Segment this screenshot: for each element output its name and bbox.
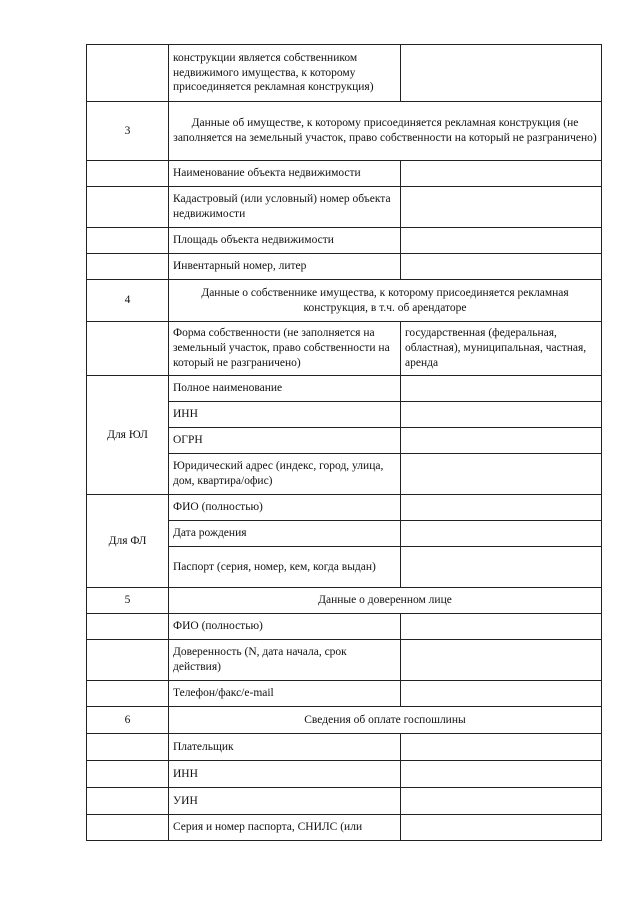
field-label: Юридический адрес (индекс, город, улица, дом, квартира/офис) (169, 454, 401, 495)
field-label: ОГРН (169, 428, 401, 454)
owner-group-label: Для ЮЛ (87, 376, 169, 495)
row-number-cell (87, 815, 169, 841)
row-number-cell (87, 254, 169, 280)
field-row (87, 681, 602, 707)
field-value-cell[interactable] (401, 495, 602, 521)
section-row (87, 280, 602, 322)
section-heading: Данные о доверенном лице (169, 588, 602, 614)
field-label: УИН (169, 788, 401, 815)
field-row (87, 788, 602, 815)
field-row (87, 161, 602, 187)
row-number-cell (87, 734, 169, 761)
field-label: Плательщик (169, 734, 401, 761)
field-label: ФИО (полностью) (169, 614, 401, 640)
row-number-cell (87, 761, 169, 788)
group-field-row (87, 495, 602, 521)
field-label: Наименование объекта недвижимости (169, 161, 401, 187)
field-value-cell[interactable] (401, 521, 602, 547)
field-value-cell[interactable] (401, 161, 602, 187)
field-value-cell[interactable] (401, 428, 602, 454)
field-label: Полное наименование (169, 376, 401, 402)
row-number-cell (87, 187, 169, 228)
field-label: Форма собственности (не заполняется на земельный участок, право собственности на который не разграничено) (169, 322, 401, 376)
field-value-cell[interactable] (401, 614, 602, 640)
field-value-cell[interactable] (401, 761, 602, 788)
field-label: Дата рождения (169, 521, 401, 547)
section-heading: Сведения об оплате госпошлины (169, 707, 602, 734)
row-number-cell (87, 45, 169, 102)
row-number-cell (87, 640, 169, 681)
field-value-cell[interactable] (401, 788, 602, 815)
field-value-cell[interactable] (401, 640, 602, 681)
field-label: Доверенность (N, дата начала, срок действия) (169, 640, 401, 681)
field-row (87, 187, 602, 228)
row-number-cell (87, 161, 169, 187)
field-label: Площадь объекта недвижимости (169, 228, 401, 254)
row-number-cell (87, 681, 169, 707)
field-label: Паспорт (серия, номер, кем, когда выдан) (169, 547, 401, 588)
section-row (87, 707, 602, 734)
section-number: 3 (87, 102, 169, 161)
field-value-cell[interactable] (401, 402, 602, 428)
field-row (87, 640, 602, 681)
field-value-cell[interactable] (401, 734, 602, 761)
row-number-cell (87, 788, 169, 815)
field-value-cell[interactable]: государственная (федеральная, областная), муниципальная, частная, аренда (401, 322, 602, 376)
field-label: ИНН (169, 761, 401, 788)
field-value-cell[interactable] (401, 815, 602, 841)
field-row (87, 228, 602, 254)
field-row (87, 815, 602, 841)
form-body (87, 45, 602, 841)
field-label: Телефон/факс/e-mail (169, 681, 401, 707)
row-number-cell (87, 228, 169, 254)
field-label: Серия и номер паспорта, СНИЛС (или (169, 815, 401, 841)
field-value-cell[interactable] (401, 681, 602, 707)
section-number: 6 (87, 707, 169, 734)
field-label: ИНН (169, 402, 401, 428)
field-row (87, 254, 602, 280)
field-row (87, 614, 602, 640)
section-heading: Данные об имуществе, к которому присоединяется рекламная конструкция (не заполняется на земельный участок, право собственности на который не разграничено) (169, 102, 602, 161)
section-heading: Данные о собственнике имущества, к которому присоединяется рекламная конструкция, в т.ч. об арендаторе (169, 280, 602, 322)
section-row (87, 102, 602, 161)
field-label: конструкции является собственником недвижимого имущества, к которому присоединяется рекламная конструкция) (169, 45, 401, 102)
row-number-cell (87, 322, 169, 376)
field-row (87, 734, 602, 761)
section-row (87, 588, 602, 614)
field-value-cell[interactable] (401, 376, 602, 402)
section-number: 5 (87, 588, 169, 614)
field-value-cell[interactable] (401, 454, 602, 495)
row-number-cell (87, 614, 169, 640)
field-label: Кадастровый (или условный) номер объекта недвижимости (169, 187, 401, 228)
field-value-cell[interactable] (401, 254, 602, 280)
field-row (87, 322, 602, 376)
field-label: Инвентарный номер, литер (169, 254, 401, 280)
application-form-table (86, 44, 602, 841)
field-row (87, 45, 602, 102)
field-row (87, 761, 602, 788)
field-value-cell[interactable] (401, 228, 602, 254)
section-number: 4 (87, 280, 169, 322)
field-value-cell[interactable] (401, 45, 602, 102)
field-label: ФИО (полностью) (169, 495, 401, 521)
owner-group-label: Для ФЛ (87, 495, 169, 588)
field-value-cell[interactable] (401, 547, 602, 588)
field-value-cell[interactable] (401, 187, 602, 228)
group-field-row (87, 376, 602, 402)
